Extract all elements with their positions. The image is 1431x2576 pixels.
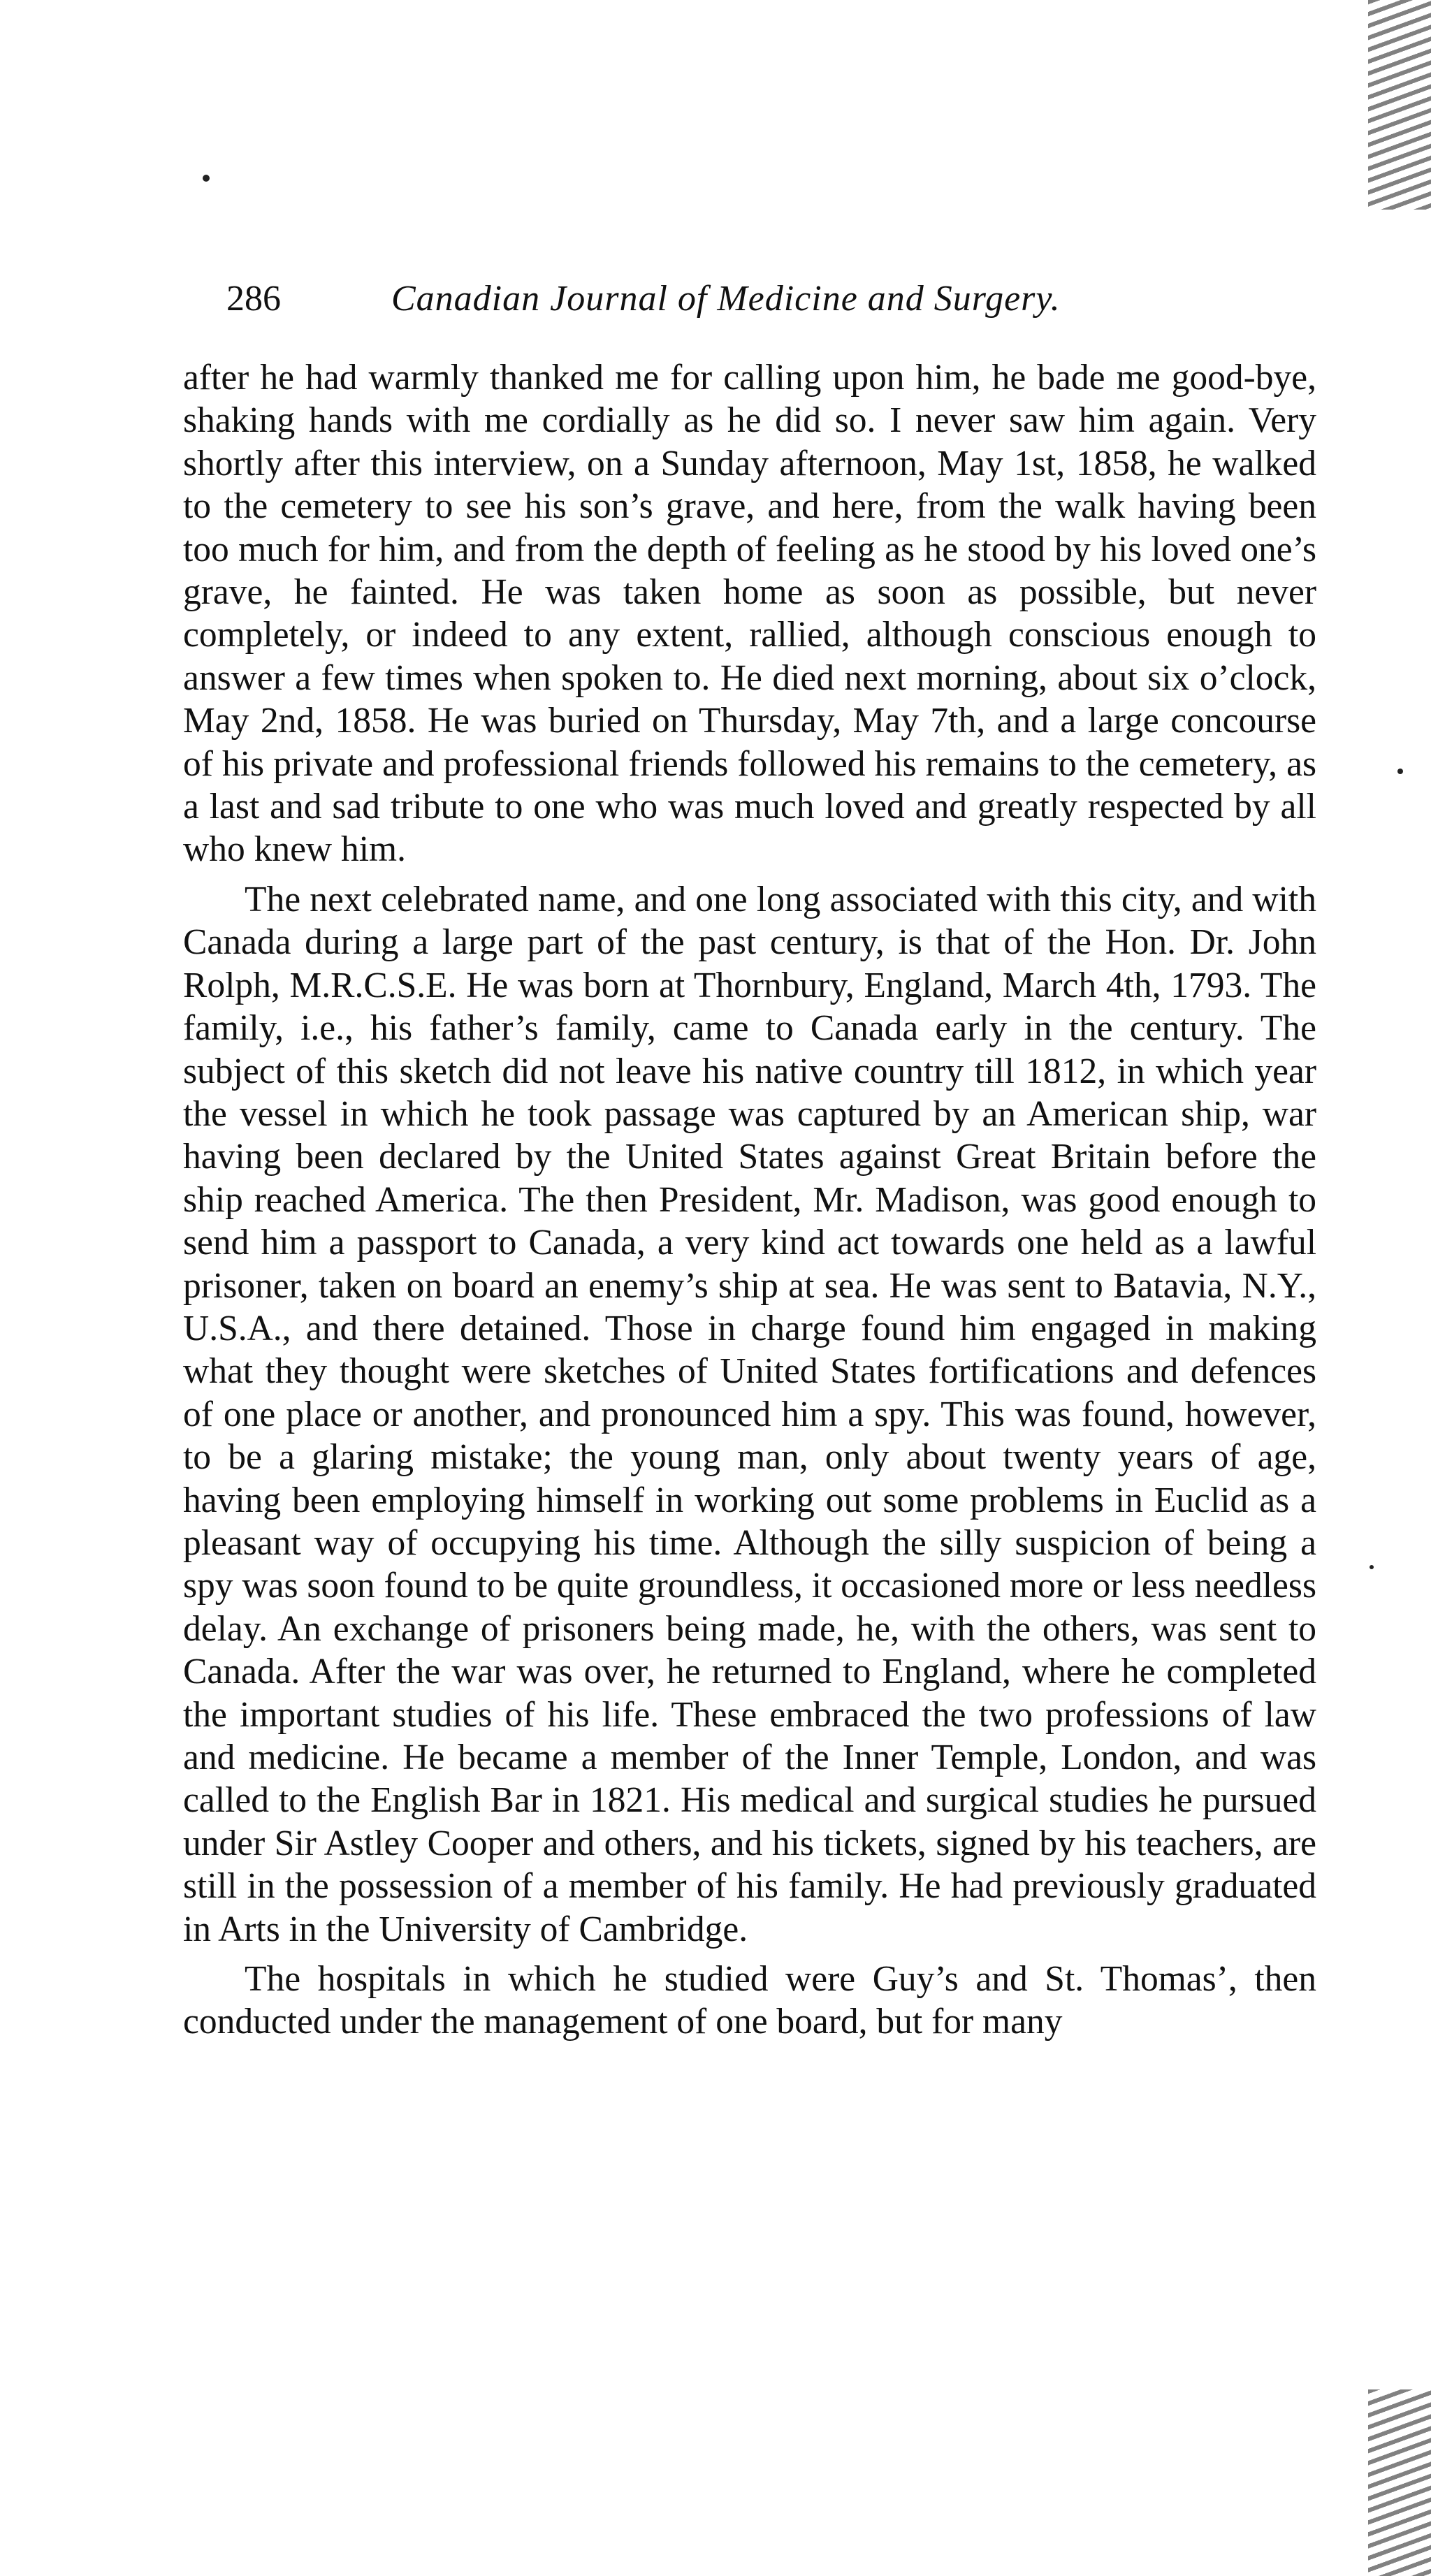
paragraph: after he had warmly thanked me for calling upon him, he bade me good-bye, shaking hands with me cordially as he did so. I never saw him again. Very shortly after this interview, on a Sunday afternoon, May 1st, 1858, he walked to the cemetery to see his son’s grave, and here, from the walk having been too much for him, and from the depth of feeling as he stood by his loved one’s grave, he fainted. He was taken home as soon as possible, but never completely, or indeed to any extent, rallied, although conscious enough to answer a few times when spoken to. He died next morning, about six o’clock, May 2nd, 1858. He was buried on Thursday, May 7th, and a large concourse of his private and professional friends followed his remains to the cemetery, as a last and sad tribute to one who was much loved and greatly respected by all who knew him. [183, 358, 1316, 870]
paragraph: The hospitals in which he studied were Guy’s and St. Thomas’, then conducted under the management of one board, but for many [183, 1959, 1316, 2042]
speck [1370, 1565, 1374, 1569]
scan-edge-shadow-top [1368, 0, 1431, 210]
page-header [218, 271, 1308, 334]
paragraph: The next celebrated name, and one long associated with this city, and with Canada during a large part of the past century, is that of the Hon. Dr. John Rolph, M.R.C.S.E. He was born at Thornbury, England, March 4th, 1793. The family, i.e., his father’s family, came to Canada early in the century. The subject of this sketch did not leave his native country till 1812, in which year the vessel in which he took passage was captured by an American ship, war having been declared by the United States against Great Britain before the ship reached America. The then President, Mr. Madison, was good enough to send him a passport to Canada, a very kind act towards one held as a lawful prisoner, taken on board an enemy’s ship at sea. He was sent to Batavia, N.Y., U.S.A., and there detained. Those in charge found him engaged in making what they thought were sketches of United States fortifications and defences of one place or another, and pronounced him a spy. This was found, however, to be a glaring mistake; the young man, only about twenty years of age, having been employing himself in working out some problems in Euclid as a pleasant way of occupying his time. Although the silly suspicion of being a spy was soon found to be quite groundless, it occasioned more or less needless delay. An exchange of prisoners being made, he, with the others, was sent to Canada. After the war was over, he returned to England, where he completed the important studies of his life. These embraced the two professions of law and medicine. He became a member of the Inner Temple, London, and was called to the English Bar in 1821. His medical and surgical studies he pursued under Sir Astley Cooper and others, and his tickets, signed by his teachers, are still in the possession of a member of his family. He had previously graduated in Arts in the University of Cambridge. [183, 879, 1316, 1949]
scan-edge-shadow-bottom [1368, 2389, 1431, 2576]
speck [203, 175, 210, 182]
running-title: Canadian Journal of Medicine and Surgery. [391, 279, 1061, 319]
page-number: 286 [226, 279, 281, 319]
article-body [183, 356, 1316, 2044]
speck [1397, 769, 1403, 774]
